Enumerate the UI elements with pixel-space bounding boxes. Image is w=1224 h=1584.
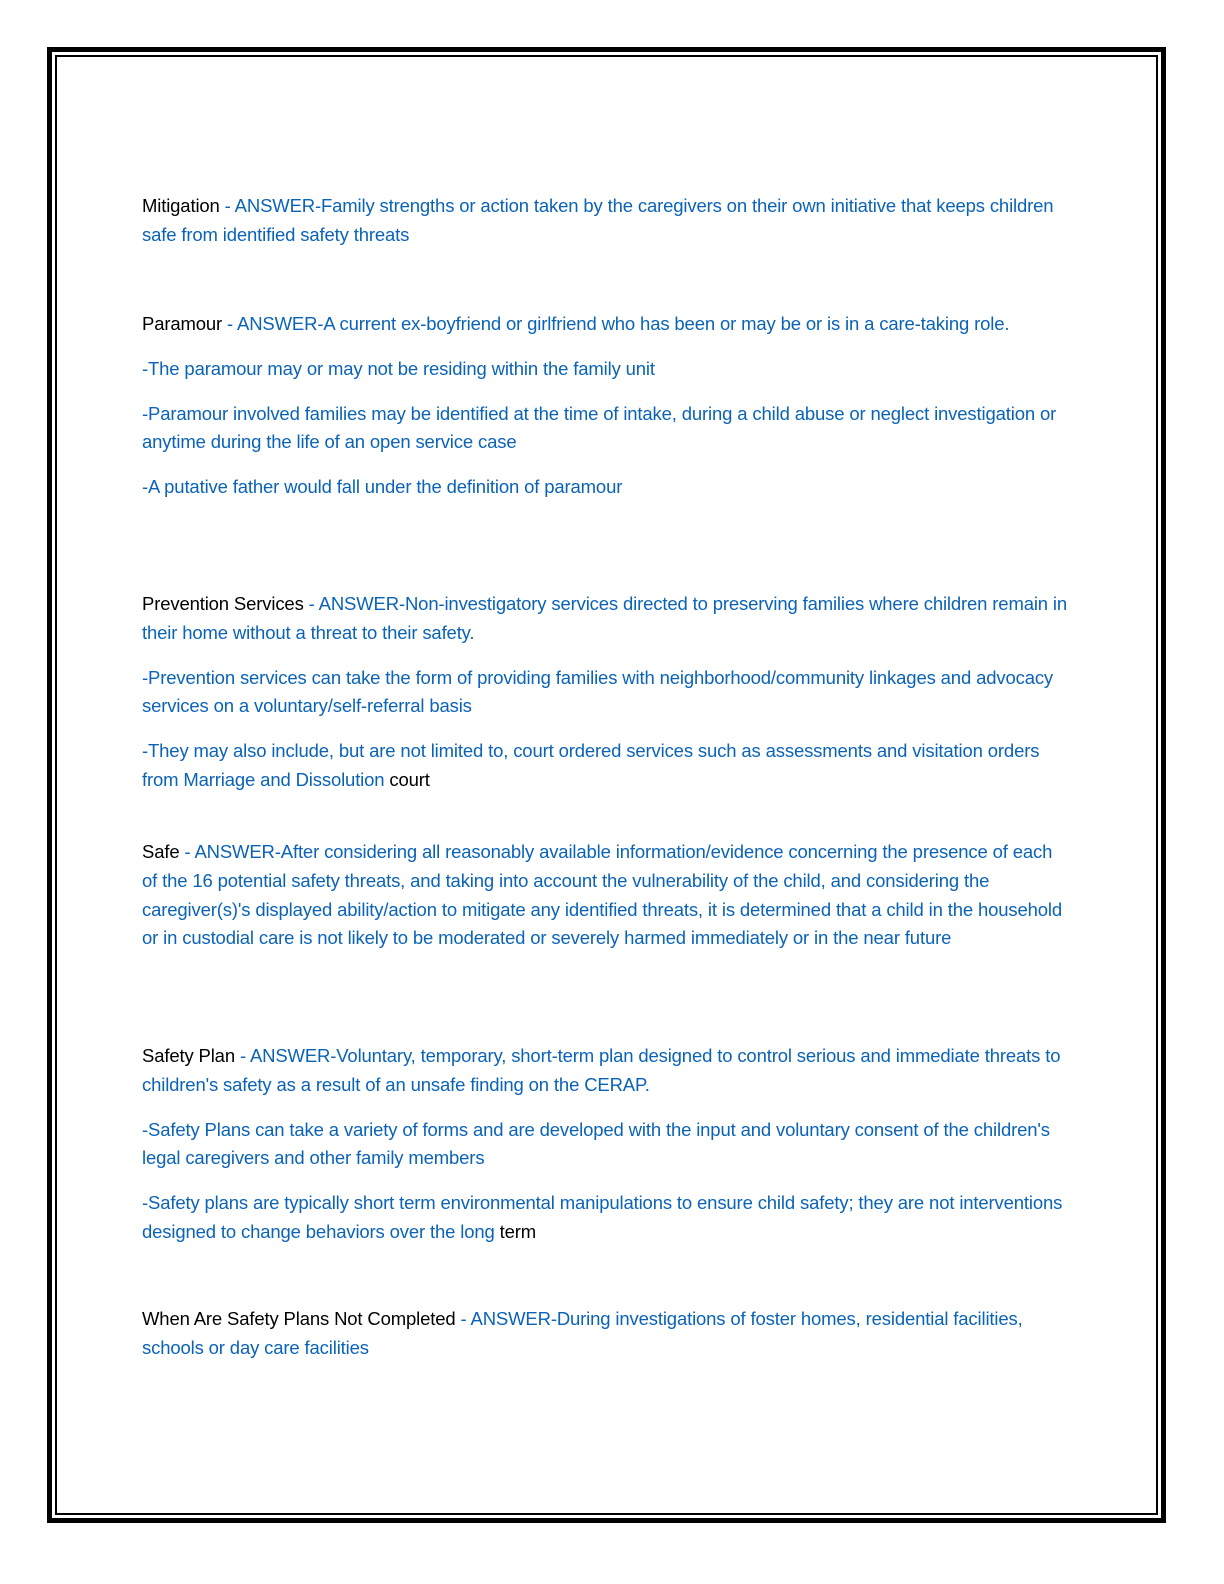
detail-point-tail: term xyxy=(499,1220,537,1242)
separator: - xyxy=(303,593,319,614)
entry-text xyxy=(142,838,1072,953)
detail-point: -A putative father would fall under the definition of paramour xyxy=(142,476,623,498)
entry-prevention-services xyxy=(142,590,1072,795)
answer: ANSWER-Family strengths or action taken by the caregivers on their own initiative that keeps children safe from identified safety threats xyxy=(142,195,1054,245)
detail-point: -Paramour involved families may be identified at the time of intake, during a child abuse or neglect investigation or anytime during the life of an open service case xyxy=(142,402,1057,453)
term: Prevention Services xyxy=(142,593,304,614)
answer: ANSWER-After considering all reasonably available information/evidence concerning the presence of each of the 16 potential safety threats, and taking into account the vulnerability of the child, and considering the caregiver(s)'s displayed ability/action to mitigate any identified threats, it is determined that a child in the household or in custodial care is not likely to be moderated or severely harmed immediately or in the near future xyxy=(142,841,1062,949)
detail-point-tail: court xyxy=(389,768,430,790)
entry-text xyxy=(142,310,1072,339)
term: Mitigation xyxy=(142,195,220,216)
entry-safe xyxy=(142,838,1072,953)
detail-point: -Prevention services can take the form of providing families with neighborhood/community linkages and advocacy services on a voluntary/self-referral basis xyxy=(142,666,1054,717)
term: When Are Safety Plans Not Completed xyxy=(142,1308,456,1329)
answer: ANSWER-Voluntary, temporary, short-term plan designed to control serious and immediate threats to children's safety as a result of an unsafe finding on the CERAP. xyxy=(142,1045,1061,1095)
term: Paramour xyxy=(142,313,223,334)
answer: ANSWER-A current ex-boyfriend or girlfriend who has been or may be or is in a care-taking role. xyxy=(237,313,1010,334)
separator: - xyxy=(234,1045,250,1066)
entry-text xyxy=(142,192,1072,250)
detail-point-text: -They may also include, but are not limited to, court ordered services such as assessments and visitation orders from Marriage and Dissolution xyxy=(142,740,1040,790)
detail-point xyxy=(142,1189,1072,1247)
entry-text xyxy=(142,590,1072,648)
detail-point: -The paramour may or may not be residing within the family unit xyxy=(142,357,655,379)
separator: - xyxy=(219,195,235,216)
entry-safety-plan xyxy=(142,1042,1072,1247)
entry-text xyxy=(142,1305,1072,1363)
detail-point xyxy=(142,737,1072,795)
detail-point-text: -Safety plans are typically short term environmental manipulations to ensure child safety; they are not interventions designed to change behaviors over the long xyxy=(142,1192,1063,1242)
term: Safe xyxy=(142,841,180,862)
separator: - xyxy=(179,841,195,862)
entry-text xyxy=(142,1042,1072,1100)
separator: - xyxy=(222,313,238,334)
detail-point: -Safety Plans can take a variety of forms and are developed with the input and voluntary consent of the children's legal caregivers and other family members xyxy=(142,1118,1050,1169)
entry-when-safety-plans-not-completed xyxy=(142,1305,1072,1363)
separator: - xyxy=(455,1308,471,1329)
entry-mitigation xyxy=(142,192,1072,250)
answer: ANSWER-During investigations of foster homes, residential facilities, schools or day care facilities xyxy=(142,1308,1023,1358)
entry-paramour xyxy=(142,310,1072,502)
answer: ANSWER-Non-investigatory services directed to preserving families where children remain in their home without a threat to their safety. xyxy=(142,593,1068,643)
term: Safety Plan xyxy=(142,1045,235,1066)
